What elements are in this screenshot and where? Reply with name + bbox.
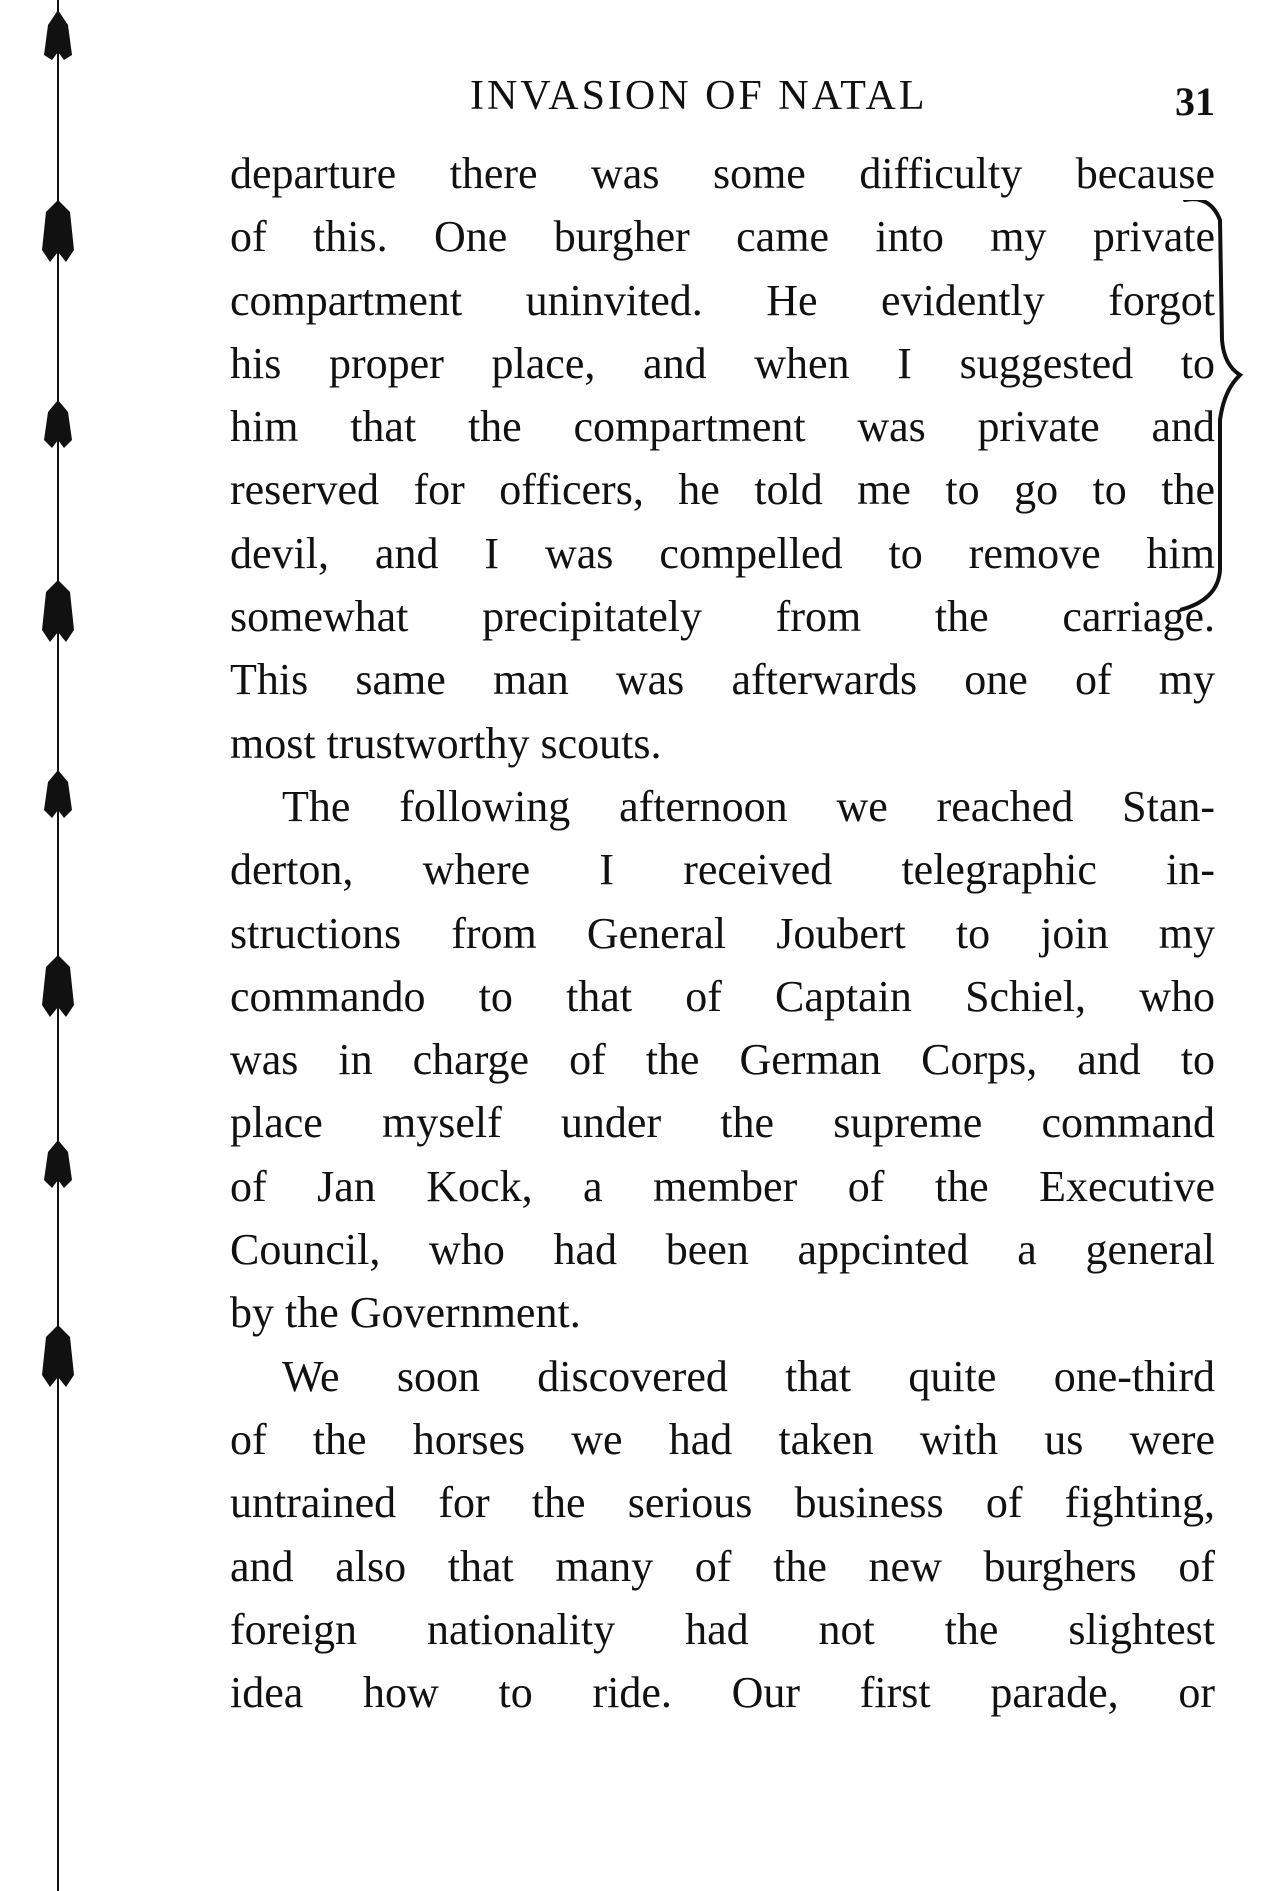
text-line: was in charge of the German Corps, and to: [230, 1035, 1215, 1085]
text-line: idea how to ride. Our first parade, or: [230, 1668, 1215, 1718]
text-line: of Jan Kock, a member of the Executive: [230, 1161, 1215, 1211]
body-text: [230, 142, 1215, 1724]
paragraph-3: [230, 1345, 1215, 1725]
text-line: derton, where I received telegraphic in-: [230, 845, 1215, 895]
text-line: compartment uninvited. He evidently forgot: [230, 275, 1215, 325]
text-line: him that the compartment was private and: [230, 402, 1215, 452]
text-line: commando to that of Captain Schiel, who: [230, 971, 1215, 1021]
text-line: his proper place, and when I suggested to: [230, 338, 1215, 388]
text-line: and also that many of the new burghers of: [230, 1541, 1215, 1591]
paragraph-1: [230, 142, 1215, 775]
page-number: 31: [1175, 79, 1215, 124]
text-line: This same man was afterwards one of my: [230, 655, 1215, 705]
text-line: somewhat precipitately from the carriage.: [230, 592, 1215, 642]
text-line: untrained for the serious business of fighting,: [230, 1478, 1215, 1528]
text-line: structions from General Joubert to join my: [230, 908, 1215, 958]
paragraph-2: [230, 775, 1215, 1345]
text-line: foreign nationality had not the slightest: [230, 1604, 1215, 1654]
text-line: departure there was some difficulty because: [230, 149, 1215, 198]
text-line: devil, and I was compelled to remove him: [230, 528, 1215, 578]
text-line: reserved for officers, he told me to go to the: [230, 465, 1215, 515]
text-line: We soon discovered that quite one-third: [282, 1351, 1215, 1401]
running-title: INVASION OF NATAL: [470, 73, 928, 119]
text-line: Council, who had been appcinted a general: [230, 1225, 1215, 1275]
text-line: of this. One burgher came into my private: [230, 212, 1215, 262]
running-head: [230, 72, 1215, 132]
text-line: of the horses we had taken with us were: [230, 1414, 1215, 1464]
text-line: The following afternoon we reached Stan-: [282, 781, 1215, 831]
text-line: most trustworthy scouts.: [230, 718, 662, 768]
margin-ornament: [18, 0, 98, 1891]
text-line: by the Government.: [230, 1288, 581, 1338]
text-line: place myself under the supreme command: [230, 1098, 1215, 1148]
